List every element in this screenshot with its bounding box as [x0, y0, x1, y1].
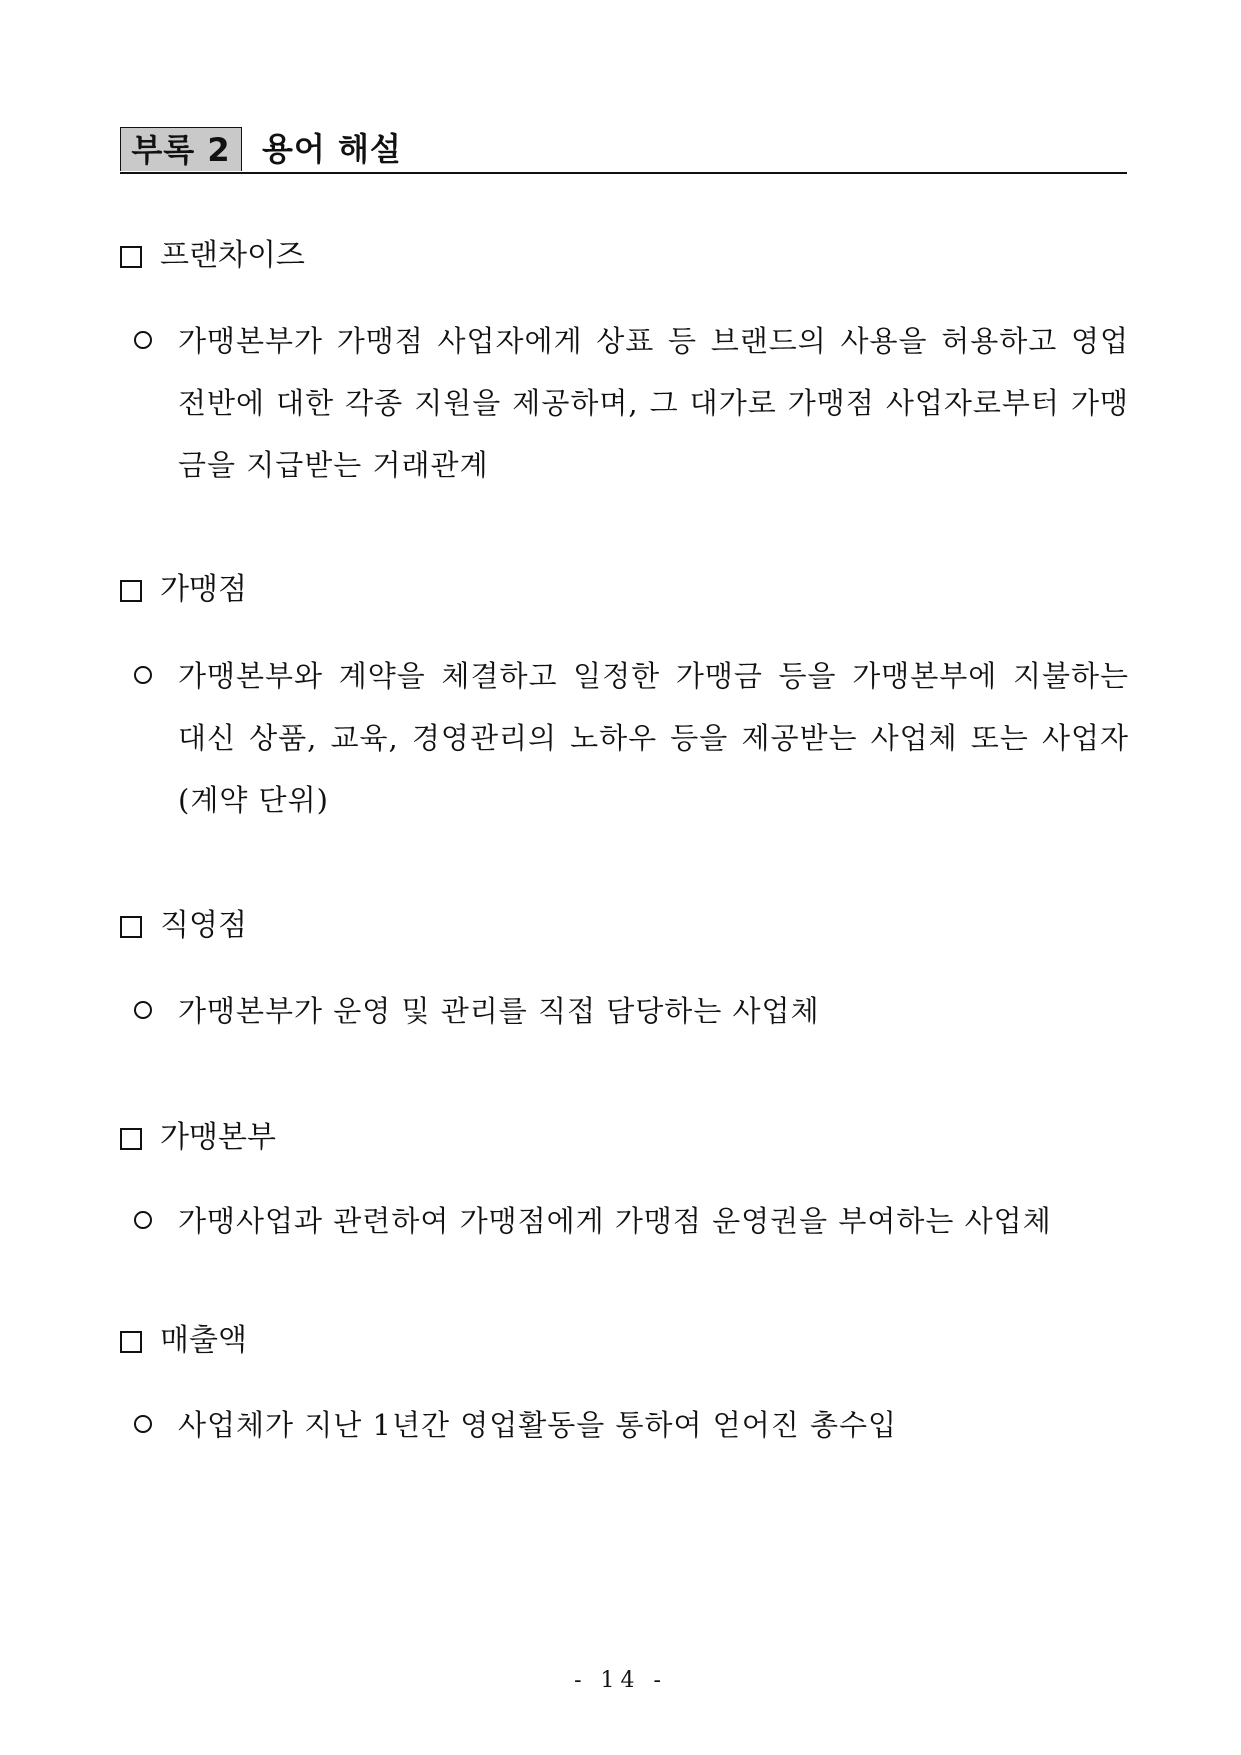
- term-heading-label: 매출액: [160, 1323, 247, 1358]
- definition-sales: [134, 1394, 1129, 1456]
- circle-bullet-icon: [134, 666, 152, 684]
- checkbox-icon: [120, 580, 142, 602]
- definition-text: 가맹본부가 운영 및 관리를 직접 담당하는 사업체: [178, 994, 820, 1028]
- page-number: - 14 -: [574, 1668, 667, 1693]
- definition-text: 가맹본부와 계약을 체결하고 일정한 가맹금 등을 가맹본부에 지불하는 대신 상품, 교육, 경영관리의 노하우 등을 제공받는 사업체 또는 사업자(계약 단위): [178, 659, 1129, 817]
- term-heading-label: 직영점: [160, 908, 247, 943]
- definition-text: 가맹사업과 관련하여 가맹점에게 가맹점 운영권을 부여하는 사업체: [178, 1204, 1052, 1238]
- checkbox-icon: [120, 1331, 142, 1353]
- checkbox-icon: [120, 916, 142, 938]
- definition-franchisee: [134, 645, 1129, 831]
- definition-franchise: [134, 310, 1129, 496]
- circle-bullet-icon: [134, 1001, 152, 1019]
- term-heading-direct-store: [120, 906, 247, 946]
- appendix-label: 부록 2: [120, 127, 242, 171]
- term-heading-franchise: [120, 236, 305, 276]
- term-heading-franchisor: [120, 1118, 276, 1158]
- appendix-header: [120, 127, 1127, 174]
- term-heading-sales: [120, 1321, 247, 1361]
- term-heading-label: 가맹본부: [160, 1120, 276, 1155]
- term-heading-label: 가맹점: [160, 572, 247, 607]
- page-title: 용어 해설: [262, 130, 402, 168]
- circle-bullet-icon: [134, 1415, 152, 1433]
- checkbox-icon: [120, 1128, 142, 1150]
- definition-franchisor: [134, 1190, 1129, 1252]
- definition-direct-store: [134, 980, 1129, 1042]
- circle-bullet-icon: [134, 1211, 152, 1229]
- definition-text: 가맹본부가 가맹점 사업자에게 상표 등 브랜드의 사용을 허용하고 영업 전반에 대한 각종 지원을 제공하며, 그 대가로 가맹점 사업자로부터 가맹금을 지급받는 거래관계: [178, 324, 1129, 482]
- term-heading-label: 프랜차이즈: [160, 238, 305, 273]
- definition-text: 사업체가 지난 1년간 영업활동을 통하여 얻어진 총수입: [178, 1408, 898, 1442]
- term-heading-franchisee: [120, 570, 247, 610]
- checkbox-icon: [120, 246, 142, 268]
- circle-bullet-icon: [134, 331, 152, 349]
